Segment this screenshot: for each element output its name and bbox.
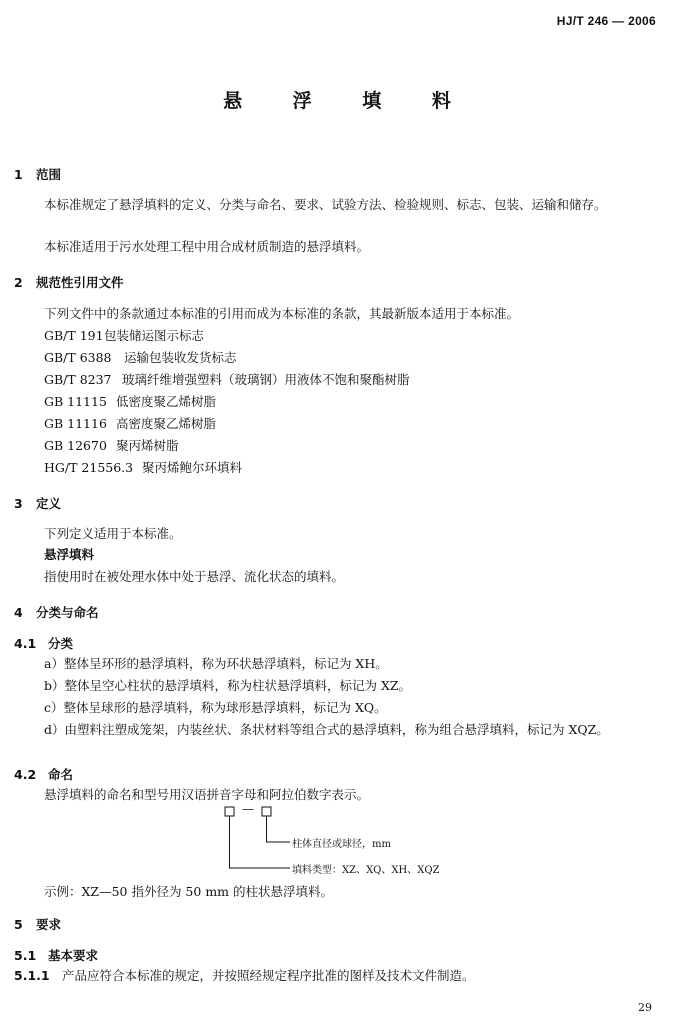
section-4-heading [14,603,99,621]
section-title: 分类 [48,636,74,651]
section-1-paragraph-2: 本标准适用于污水处理工程中用合成材质制造的悬浮填料。 [44,239,370,254]
reference-item [44,349,237,367]
section-3-heading [14,494,61,512]
reference-item [44,437,179,455]
section-number: 3 [14,496,23,511]
section-number: 4.2 [14,767,37,782]
reference-name: 低密度聚乙烯树脂 [116,394,217,409]
section-title: 要求 [36,917,62,932]
page-title: 悬 浮 填 料 [223,90,473,112]
reference-item [44,415,216,433]
naming-intro: 悬浮填料的命名和型号用汉语拼音字母和阿拉伯数字表示。 [44,787,370,802]
section-number: 2 [14,275,23,290]
reference-code: GB 11115 [44,394,107,409]
section-5-1-heading [14,946,98,964]
section-2-heading [14,273,124,291]
reference-item [44,371,410,389]
reference-name: 包装储运图示标志 [104,328,205,343]
section-title: 分类与命名 [36,605,99,620]
classification-item-d: d）由塑料注塑成笼架，内装丝状、条状材料等组合式的悬浮填料，称为组合悬浮填料，标记为 XQZ。 [44,722,609,737]
section-5-1-1 [14,967,475,985]
naming-example: 示例：XZ—50 指外径为 50 mm 的柱状悬浮填料。 [44,884,333,899]
section-3-intro: 下列定义适用于本标准。 [44,526,182,541]
reference-name: 聚丙烯树脂 [116,438,179,453]
section-number: 5.1.1 [14,968,50,983]
reference-name: 玻璃纤维增强塑料（玻璃钢）用液体不饱和聚酯树脂 [122,372,410,387]
section-number: 5.1 [14,948,37,963]
reference-code: GB 11116 [44,416,107,431]
section-number: 4 [14,605,23,620]
reference-code: GB 12670 [44,438,107,453]
section-4-1-heading [14,634,73,652]
section-2-intro: 下列文件中的条款通过本标准的引用而成为本标准的条款，其最新版本适用于本标准。 [44,306,520,321]
reference-item [44,327,204,345]
reference-code: GB/T 6388 [44,350,112,365]
section-5-heading [14,915,61,933]
reference-item [44,393,216,411]
classification-item-a: a）整体呈环形的悬浮填料，称为环状悬浮填料，标记为 XH。 [44,656,388,671]
reference-code: GB/T 8237 [44,372,112,387]
naming-diagram [220,804,480,880]
section-number: 5 [14,917,23,932]
section-5-1-1-text: 产品应符合本标准的规定，并按照经规定程序批准的图样及技术文件制造。 [62,968,475,983]
term-definition: 指使用时在被处理水体中处于悬浮、流化状态的填料。 [44,569,345,584]
section-4-2-heading [14,765,73,783]
section-title: 命名 [48,767,74,782]
reference-name: 高密度聚乙烯树脂 [116,416,217,431]
diagram-label-type: 填料类型：XZ、XQ、XH、XQZ [292,865,440,876]
section-title: 范围 [36,167,62,182]
section-1-paragraph-1: 本标准规定了悬浮填料的定义、分类与命名、要求、试验方法、检验规则、标志、包装、运输和储存。 [44,197,607,212]
term-heading: 悬浮填料 [44,547,95,562]
diagram-dash: — [242,802,254,816]
section-title: 规范性引用文件 [36,275,124,290]
reference-item [44,459,242,477]
section-title: 基本要求 [48,948,99,963]
reference-code: HG/T 21556.3 [44,460,134,475]
classification-item-b: b）整体呈空心柱状的悬浮填料，称为柱状悬浮填料，标记为 XZ。 [44,678,412,693]
reference-name: 聚丙烯鲍尔环填料 [142,460,243,475]
classification-item-c: c）整体呈球形的悬浮填料，称为球形悬浮填料，标记为 XQ。 [44,700,387,715]
section-1-heading [14,165,61,183]
diagram-label-diameter: 柱体直径或球径，mm [292,839,391,850]
section-number: 1 [14,167,23,182]
reference-name: 运输包装收发货标志 [124,350,237,365]
page-number: 29 [638,1001,652,1014]
reference-code: GB/T 191 [44,328,104,343]
section-title: 定义 [36,496,62,511]
standard-code: HJ/T 246 — 2006 [556,14,656,28]
section-number: 4.1 [14,636,37,651]
